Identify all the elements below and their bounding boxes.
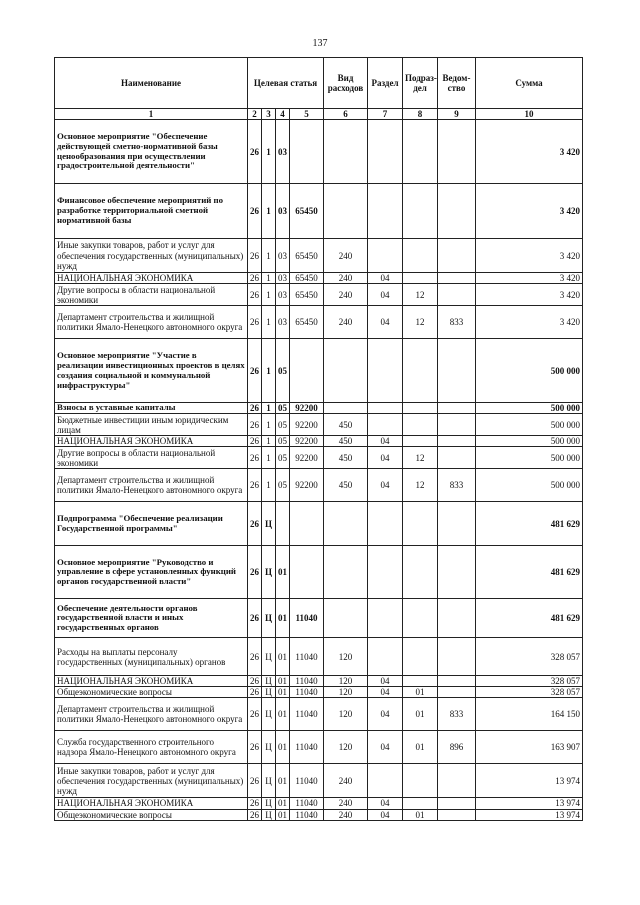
cell-expense-type: 120 bbox=[324, 638, 368, 676]
cell-subsection bbox=[403, 414, 438, 436]
cell-subsection: 01 bbox=[403, 809, 438, 820]
cell-section: 04 bbox=[368, 809, 403, 820]
cell-subsection: 12 bbox=[403, 469, 438, 502]
cell-subsection: 01 bbox=[403, 687, 438, 698]
cell-activity-code: 01 bbox=[276, 731, 290, 764]
cell-program-code: 26 bbox=[248, 638, 262, 676]
cell-sum: 3 420 bbox=[476, 120, 583, 184]
cell-subsection bbox=[403, 120, 438, 184]
cell-subprogram-code: Ц bbox=[262, 809, 276, 820]
cell-subprogram-code: Ц bbox=[262, 638, 276, 676]
cell-subprogram-code: 1 bbox=[262, 306, 276, 339]
cell-section bbox=[368, 414, 403, 436]
cell-activity-code: 03 bbox=[276, 273, 290, 284]
cell-subsection bbox=[403, 599, 438, 638]
table-row bbox=[55, 273, 583, 284]
cell-sum: 3 420 bbox=[476, 184, 583, 239]
cell-sum: 13 974 bbox=[476, 809, 583, 820]
cell-name: НАЦИОНАЛЬНАЯ ЭКОНОМИКА bbox=[55, 676, 248, 687]
cell-activity-code: 03 bbox=[276, 120, 290, 184]
cell-section: 04 bbox=[368, 273, 403, 284]
cell-program-code: 26 bbox=[248, 546, 262, 599]
cell-subsection bbox=[403, 638, 438, 676]
header-subsection: Подраз-дел bbox=[403, 58, 438, 109]
cell-subsection bbox=[403, 546, 438, 599]
cell-sum: 13 974 bbox=[476, 764, 583, 798]
cell-department bbox=[438, 120, 476, 184]
cell-subprogram-code: Ц bbox=[262, 764, 276, 798]
table-row bbox=[55, 339, 583, 403]
cell-expense-type: 240 bbox=[324, 273, 368, 284]
cell-program-code: 26 bbox=[248, 676, 262, 687]
header-row bbox=[55, 58, 583, 109]
cell-sum: 328 057 bbox=[476, 687, 583, 698]
column-number: 5 bbox=[290, 109, 324, 120]
cell-subsection bbox=[403, 239, 438, 273]
cell-name: НАЦИОНАЛЬНАЯ ЭКОНОМИКА bbox=[55, 273, 248, 284]
column-number: 6 bbox=[324, 109, 368, 120]
cell-department bbox=[438, 447, 476, 469]
cell-expense-type: 240 bbox=[324, 239, 368, 273]
cell-direction-code: 65450 bbox=[290, 306, 324, 339]
cell-activity-code: 01 bbox=[276, 764, 290, 798]
cell-direction-code: 11040 bbox=[290, 599, 324, 638]
cell-sum: 500 000 bbox=[476, 414, 583, 436]
cell-activity-code: 03 bbox=[276, 239, 290, 273]
cell-section bbox=[368, 546, 403, 599]
cell-expense-type: 240 bbox=[324, 809, 368, 820]
cell-program-code: 26 bbox=[248, 273, 262, 284]
cell-program-code: 26 bbox=[248, 764, 262, 798]
cell-subprogram-code: Ц bbox=[262, 687, 276, 698]
cell-subsection: 01 bbox=[403, 698, 438, 731]
header-section: Раздел bbox=[368, 58, 403, 109]
cell-subprogram-code: Ц bbox=[262, 731, 276, 764]
cell-department bbox=[438, 687, 476, 698]
cell-expense-type: 120 bbox=[324, 687, 368, 698]
cell-department bbox=[438, 436, 476, 447]
cell-name: Департамент строительства и жилищной политики Ямало-Ненецкого автономного округа bbox=[55, 698, 248, 731]
cell-subsection bbox=[403, 764, 438, 798]
cell-section: 04 bbox=[368, 447, 403, 469]
cell-department bbox=[438, 403, 476, 414]
cell-subsection: 12 bbox=[403, 447, 438, 469]
cell-section: 04 bbox=[368, 469, 403, 502]
cell-department: 833 bbox=[438, 469, 476, 502]
cell-activity-code: 01 bbox=[276, 798, 290, 809]
cell-sum: 3 420 bbox=[476, 306, 583, 339]
cell-direction-code bbox=[290, 546, 324, 599]
cell-expense-type: 120 bbox=[324, 698, 368, 731]
cell-department bbox=[438, 414, 476, 436]
cell-sum: 500 000 bbox=[476, 436, 583, 447]
cell-sum: 500 000 bbox=[476, 339, 583, 403]
cell-sum: 500 000 bbox=[476, 447, 583, 469]
cell-direction-code: 92200 bbox=[290, 469, 324, 502]
cell-subprogram-code: 1 bbox=[262, 403, 276, 414]
cell-subprogram-code: 1 bbox=[262, 447, 276, 469]
cell-sum: 13 974 bbox=[476, 798, 583, 809]
cell-activity-code: 01 bbox=[276, 698, 290, 731]
cell-sum: 481 629 bbox=[476, 599, 583, 638]
cell-expense-type: 240 bbox=[324, 284, 368, 306]
cell-direction-code: 11040 bbox=[290, 809, 324, 820]
cell-expense-type: 120 bbox=[324, 676, 368, 687]
table-row bbox=[55, 120, 583, 184]
cell-activity-code: 01 bbox=[276, 546, 290, 599]
cell-direction-code bbox=[290, 120, 324, 184]
cell-program-code: 26 bbox=[248, 599, 262, 638]
cell-subprogram-code: Ц bbox=[262, 676, 276, 687]
cell-department bbox=[438, 764, 476, 798]
cell-activity-code bbox=[276, 502, 290, 546]
page-number: 137 bbox=[312, 38, 328, 49]
cell-sum: 481 629 bbox=[476, 546, 583, 599]
cell-department bbox=[438, 676, 476, 687]
table-row bbox=[55, 469, 583, 502]
cell-subsection bbox=[403, 798, 438, 809]
cell-direction-code: 11040 bbox=[290, 731, 324, 764]
cell-subsection: 12 bbox=[403, 284, 438, 306]
cell-sum: 3 420 bbox=[476, 239, 583, 273]
cell-activity-code: 01 bbox=[276, 599, 290, 638]
cell-name: НАЦИОНАЛЬНАЯ ЭКОНОМИКА bbox=[55, 436, 248, 447]
cell-subsection bbox=[403, 184, 438, 239]
cell-name: Финансовое обеспечение мероприятий по разработке территориальной сметной нормативной базы bbox=[55, 184, 248, 239]
cell-section: 04 bbox=[368, 676, 403, 687]
cell-direction-code: 11040 bbox=[290, 687, 324, 698]
cell-activity-code: 05 bbox=[276, 469, 290, 502]
table-row bbox=[55, 306, 583, 339]
cell-direction-code: 11040 bbox=[290, 676, 324, 687]
cell-activity-code: 01 bbox=[276, 638, 290, 676]
cell-name: Основное мероприятие "Участие в реализации инвестиционных проектов в целях создания социальной и коммунальной инфраструктуры" bbox=[55, 339, 248, 403]
cell-expense-type bbox=[324, 339, 368, 403]
cell-direction-code: 65450 bbox=[290, 284, 324, 306]
cell-direction-code: 11040 bbox=[290, 698, 324, 731]
column-number: 7 bbox=[368, 109, 403, 120]
cell-department bbox=[438, 638, 476, 676]
cell-direction-code: 65450 bbox=[290, 184, 324, 239]
cell-expense-type: 120 bbox=[324, 731, 368, 764]
table-row bbox=[55, 798, 583, 809]
column-number: 4 bbox=[276, 109, 290, 120]
cell-activity-code: 05 bbox=[276, 447, 290, 469]
cell-sum: 328 057 bbox=[476, 676, 583, 687]
cell-subprogram-code: 1 bbox=[262, 436, 276, 447]
cell-department bbox=[438, 599, 476, 638]
cell-name: Бюджетные инвестиции иным юридическим лицам bbox=[55, 414, 248, 436]
table-row bbox=[55, 447, 583, 469]
table-row bbox=[55, 414, 583, 436]
table-row bbox=[55, 184, 583, 239]
cell-expense-type: 450 bbox=[324, 469, 368, 502]
cell-name: НАЦИОНАЛЬНАЯ ЭКОНОМИКА bbox=[55, 798, 248, 809]
cell-program-code: 26 bbox=[248, 698, 262, 731]
cell-section bbox=[368, 403, 403, 414]
cell-expense-type: 450 bbox=[324, 414, 368, 436]
cell-subprogram-code: 1 bbox=[262, 120, 276, 184]
cell-sum: 3 420 bbox=[476, 284, 583, 306]
cell-direction-code: 11040 bbox=[290, 764, 324, 798]
cell-activity-code: 01 bbox=[276, 809, 290, 820]
column-number: 1 bbox=[55, 109, 248, 120]
cell-sum: 481 629 bbox=[476, 502, 583, 546]
header-department: Ведом-ство bbox=[438, 58, 476, 109]
cell-name: Обеспечение деятельности органов государственной власти и иных государственных органов bbox=[55, 599, 248, 638]
cell-direction-code: 92200 bbox=[290, 414, 324, 436]
cell-section: 04 bbox=[368, 284, 403, 306]
cell-subsection bbox=[403, 436, 438, 447]
cell-name: Департамент строительства и жилищной политики Ямало-Ненецкого автономного округа bbox=[55, 469, 248, 502]
cell-activity-code: 01 bbox=[276, 687, 290, 698]
cell-subsection bbox=[403, 502, 438, 546]
cell-section bbox=[368, 764, 403, 798]
cell-expense-type: 450 bbox=[324, 436, 368, 447]
cell-subsection: 12 bbox=[403, 306, 438, 339]
table-row bbox=[55, 638, 583, 676]
cell-department: 833 bbox=[438, 698, 476, 731]
cell-subprogram-code: 1 bbox=[262, 414, 276, 436]
cell-name: Иные закупки товаров, работ и услуг для обеспечения государственных (муниципальных) нужд bbox=[55, 764, 248, 798]
column-number: 9 bbox=[438, 109, 476, 120]
cell-sum: 163 907 bbox=[476, 731, 583, 764]
cell-subsection bbox=[403, 273, 438, 284]
table-row bbox=[55, 502, 583, 546]
cell-subsection bbox=[403, 676, 438, 687]
cell-expense-type bbox=[324, 599, 368, 638]
cell-direction-code: 92200 bbox=[290, 436, 324, 447]
cell-name: Общеэкономические вопросы bbox=[55, 687, 248, 698]
cell-section: 04 bbox=[368, 698, 403, 731]
cell-department bbox=[438, 546, 476, 599]
header-expense-type: Вид расходов bbox=[324, 58, 368, 109]
cell-name: Другие вопросы в области национальной экономики bbox=[55, 284, 248, 306]
cell-name: Подпрограмма "Обеспечение реализации Государственной программы" bbox=[55, 502, 248, 546]
cell-direction-code: 65450 bbox=[290, 239, 324, 273]
cell-department bbox=[438, 339, 476, 403]
cell-subsection bbox=[403, 403, 438, 414]
header-sum: Сумма bbox=[476, 58, 583, 109]
cell-expense-type bbox=[324, 184, 368, 239]
cell-expense-type: 240 bbox=[324, 798, 368, 809]
cell-section: 04 bbox=[368, 306, 403, 339]
cell-name: Расходы на выплаты персоналу государственных (муниципальных) органов bbox=[55, 638, 248, 676]
cell-section bbox=[368, 184, 403, 239]
cell-direction-code: 65450 bbox=[290, 273, 324, 284]
table-row bbox=[55, 546, 583, 599]
cell-subprogram-code: Ц bbox=[262, 698, 276, 731]
cell-department bbox=[438, 502, 476, 546]
cell-activity-code: 01 bbox=[276, 676, 290, 687]
cell-sum: 164 150 bbox=[476, 698, 583, 731]
cell-activity-code: 05 bbox=[276, 414, 290, 436]
cell-program-code: 26 bbox=[248, 184, 262, 239]
table-row bbox=[55, 284, 583, 306]
column-number-row bbox=[55, 109, 583, 120]
cell-name: Департамент строительства и жилищной политики Ямало-Ненецкого автономного округа bbox=[55, 306, 248, 339]
cell-section bbox=[368, 599, 403, 638]
cell-subprogram-code: Ц bbox=[262, 599, 276, 638]
cell-program-code: 26 bbox=[248, 687, 262, 698]
cell-program-code: 26 bbox=[248, 120, 262, 184]
cell-direction-code: 92200 bbox=[290, 403, 324, 414]
cell-department bbox=[438, 798, 476, 809]
table-row bbox=[55, 599, 583, 638]
cell-department: 896 bbox=[438, 731, 476, 764]
cell-program-code: 26 bbox=[248, 731, 262, 764]
table-row bbox=[55, 676, 583, 687]
cell-subprogram-code: Ц bbox=[262, 798, 276, 809]
cell-direction-code: 92200 bbox=[290, 447, 324, 469]
cell-subsection bbox=[403, 339, 438, 403]
cell-expense-type bbox=[324, 502, 368, 546]
cell-name: Другие вопросы в области национальной экономики bbox=[55, 447, 248, 469]
cell-activity-code: 03 bbox=[276, 284, 290, 306]
cell-section: 04 bbox=[368, 687, 403, 698]
cell-program-code: 26 bbox=[248, 414, 262, 436]
cell-subprogram-code: 1 bbox=[262, 284, 276, 306]
cell-name: Взносы в уставные капиталы bbox=[55, 403, 248, 414]
cell-department: 833 bbox=[438, 306, 476, 339]
cell-department bbox=[438, 809, 476, 820]
table-row bbox=[55, 239, 583, 273]
cell-subprogram-code: 1 bbox=[262, 339, 276, 403]
column-number: 2 bbox=[248, 109, 262, 120]
cell-department bbox=[438, 284, 476, 306]
cell-program-code: 26 bbox=[248, 239, 262, 273]
cell-section bbox=[368, 638, 403, 676]
table-row bbox=[55, 731, 583, 764]
cell-direction-code bbox=[290, 502, 324, 546]
table-row bbox=[55, 764, 583, 798]
cell-program-code: 26 bbox=[248, 403, 262, 414]
cell-department bbox=[438, 239, 476, 273]
cell-name: Служба государственного строительного надзора Ямало-Ненецкого автономного округа bbox=[55, 731, 248, 764]
budget-table bbox=[54, 57, 583, 821]
cell-activity-code: 05 bbox=[276, 436, 290, 447]
cell-sum: 328 057 bbox=[476, 638, 583, 676]
table-row bbox=[55, 436, 583, 447]
cell-subsection: 01 bbox=[403, 731, 438, 764]
cell-section: 04 bbox=[368, 798, 403, 809]
cell-expense-type: 240 bbox=[324, 764, 368, 798]
table-row bbox=[55, 809, 583, 820]
cell-subprogram-code: Ц bbox=[262, 546, 276, 599]
cell-program-code: 26 bbox=[248, 809, 262, 820]
cell-department bbox=[438, 184, 476, 239]
cell-activity-code: 03 bbox=[276, 184, 290, 239]
header-target: Целевая статья bbox=[248, 58, 324, 109]
cell-name: Основное мероприятие "Руководство и управление в сфере установленных функций органов государственной власти" bbox=[55, 546, 248, 599]
cell-program-code: 26 bbox=[248, 306, 262, 339]
cell-subprogram-code: 1 bbox=[262, 469, 276, 502]
cell-activity-code: 03 bbox=[276, 306, 290, 339]
cell-department bbox=[438, 273, 476, 284]
cell-section bbox=[368, 120, 403, 184]
table-body bbox=[55, 120, 583, 821]
cell-expense-type bbox=[324, 120, 368, 184]
cell-sum: 500 000 bbox=[476, 469, 583, 502]
cell-activity-code: 05 bbox=[276, 403, 290, 414]
cell-name: Иные закупки товаров, работ и услуг для обеспечения государственных (муниципальных) нужд bbox=[55, 239, 248, 273]
column-number: 10 bbox=[476, 109, 583, 120]
cell-sum: 3 420 bbox=[476, 273, 583, 284]
table-row bbox=[55, 698, 583, 731]
cell-activity-code: 05 bbox=[276, 339, 290, 403]
cell-program-code: 26 bbox=[248, 798, 262, 809]
cell-program-code: 26 bbox=[248, 447, 262, 469]
header-name: Наименование bbox=[55, 58, 248, 109]
cell-subprogram-code: 1 bbox=[262, 184, 276, 239]
cell-name: Основное мероприятие "Обеспечение действующей сметно-нормативной базы ценообразования при осуществлении градостроительной деятельности" bbox=[55, 120, 248, 184]
cell-program-code: 26 bbox=[248, 502, 262, 546]
column-number: 3 bbox=[262, 109, 276, 120]
cell-expense-type: 450 bbox=[324, 447, 368, 469]
table-row bbox=[55, 687, 583, 698]
cell-subprogram-code: Ц bbox=[262, 502, 276, 546]
cell-sum: 500 000 bbox=[476, 403, 583, 414]
cell-name: Общеэкономические вопросы bbox=[55, 809, 248, 820]
cell-program-code: 26 bbox=[248, 469, 262, 502]
cell-expense-type bbox=[324, 403, 368, 414]
cell-expense-type bbox=[324, 546, 368, 599]
cell-subprogram-code: 1 bbox=[262, 273, 276, 284]
column-number: 8 bbox=[403, 109, 438, 120]
cell-expense-type: 240 bbox=[324, 306, 368, 339]
cell-program-code: 26 bbox=[248, 339, 262, 403]
cell-direction-code bbox=[290, 339, 324, 403]
cell-direction-code: 11040 bbox=[290, 638, 324, 676]
cell-program-code: 26 bbox=[248, 284, 262, 306]
cell-section bbox=[368, 339, 403, 403]
cell-direction-code: 11040 bbox=[290, 798, 324, 809]
cell-section: 04 bbox=[368, 436, 403, 447]
cell-program-code: 26 bbox=[248, 436, 262, 447]
cell-section: 04 bbox=[368, 731, 403, 764]
cell-subprogram-code: 1 bbox=[262, 239, 276, 273]
table-row bbox=[55, 403, 583, 414]
cell-section bbox=[368, 239, 403, 273]
cell-section bbox=[368, 502, 403, 546]
